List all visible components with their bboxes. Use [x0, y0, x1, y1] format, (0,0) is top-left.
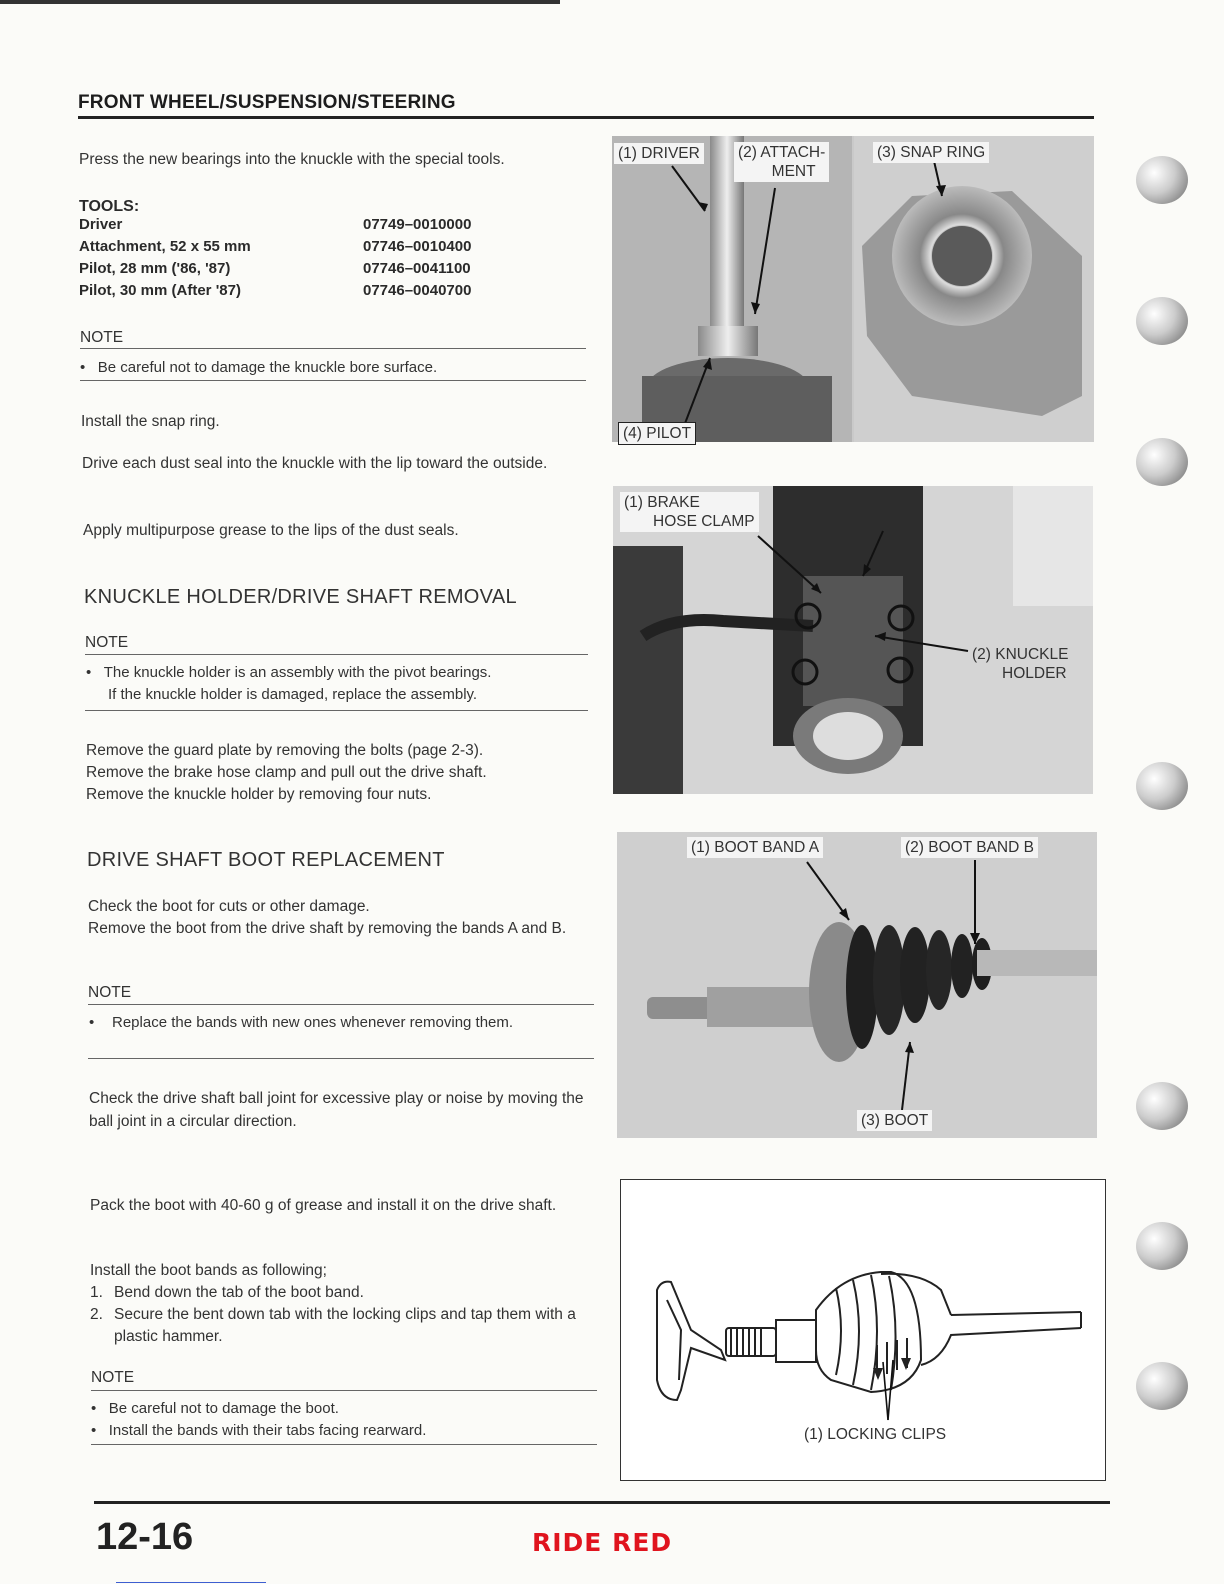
note-heading: NOTE — [88, 984, 132, 1001]
label-snap-ring: (3) SNAP RING — [873, 142, 989, 163]
note-bullet: • The knuckle holder is an assembly with the pivot bearings. If the knuckle holder is damaged, replace the assembly. — [86, 662, 596, 706]
tool-name: Pilot, 30 mm (After '87) — [79, 282, 241, 299]
tool-row — [79, 214, 539, 236]
note-rule — [88, 1058, 594, 1059]
note-bullet-text: Be careful not to damage the boot. — [108, 1400, 339, 1417]
tool-part-number: 07749–0010000 — [363, 216, 472, 233]
removal-step: Remove the knuckle holder by removing four nuts. — [86, 786, 432, 803]
boot-intro — [88, 896, 596, 940]
tool-row — [79, 258, 539, 280]
photo-knuckle-holder — [613, 486, 1093, 794]
note-rule — [80, 380, 586, 381]
photo-drive-shaft-boot — [617, 832, 1097, 1138]
top-edge-rule — [0, 0, 560, 4]
install-step-num: 2. — [90, 1306, 103, 1323]
tool-part-number: 07746–0040700 — [363, 282, 472, 299]
label-attachment-line1: (2) ATTACH- — [738, 144, 826, 161]
section-heading-boot: DRIVE SHAFT BOOT REPLACEMENT — [87, 849, 445, 871]
note-bullet: • Be careful not to damage the knuckle bore surface. — [80, 359, 438, 376]
photo-drive-shaft-boot-art — [617, 832, 1097, 1138]
page-number: 12-16 — [96, 1516, 194, 1558]
label-attachment — [734, 142, 829, 182]
note-bullet-text: Replace the bands with new ones whenever removing them. — [112, 1014, 514, 1031]
label-boot: (3) BOOT — [857, 1110, 932, 1131]
note-rule — [91, 1390, 597, 1391]
boot-intro-line: Remove the boot from the drive shaft by removing the bands A and B. — [88, 920, 567, 937]
header-rule — [78, 116, 1094, 119]
label-pilot: (4) PILOT — [618, 422, 696, 445]
removal-steps — [86, 740, 601, 806]
bearing-intro: Press the new bearings into the knuckle with the special tools. — [79, 151, 505, 168]
tool-name: Attachment, 52 x 55 mm — [79, 238, 251, 255]
note-rule — [80, 348, 586, 349]
install-step-text: Secure the bent down tab with the locking clips and tap them with a plastic hammer. — [114, 1306, 576, 1345]
install-step-text: Bend down the tab of the boot band. — [114, 1284, 364, 1301]
section-heading-removal: KNUCKLE HOLDER/DRIVE SHAFT REMOVAL — [84, 586, 517, 608]
footer-rule — [94, 1501, 1110, 1504]
step-grease: Apply multipurpose grease to the lips of the dust seals. — [83, 522, 459, 539]
label-brake-line2: HOSE CLAMP — [653, 513, 755, 530]
tool-part-number: 07746–0010400 — [363, 238, 472, 255]
note-heading: NOTE — [80, 329, 124, 346]
tool-row — [79, 236, 539, 258]
label-knuckle-line2: HOLDER — [1002, 665, 1067, 682]
install-bands — [90, 1260, 598, 1348]
note-bullet-text: Install the bands with their tabs facing rearward. — [108, 1422, 427, 1439]
pack-boot: Pack the boot with 40-60 g of grease and install it on the drive shaft. — [90, 1197, 557, 1214]
photo-bearing-install — [612, 136, 1094, 442]
note-bullet-text: The knuckle holder is an assembly with the pivot bearings. — [103, 664, 492, 681]
install-step — [90, 1304, 598, 1348]
binder-hole — [1136, 1222, 1188, 1270]
brand-mark: RIDE RED — [532, 1528, 673, 1557]
photo-bearing-install-art — [612, 136, 1094, 442]
note-bullets: • Be careful not to damage the boot. • Install the bands with their tabs facing rearward. — [91, 1400, 427, 1439]
step-snap-ring: Install the snap ring. — [81, 413, 220, 430]
boot-intro-line: Check the boot for cuts or other damage. — [88, 898, 370, 915]
label-attachment-line2: MENT — [771, 163, 816, 180]
footer-underline — [116, 1582, 266, 1583]
label-knuckle-holder — [968, 644, 1072, 684]
note-heading: NOTE — [91, 1369, 135, 1386]
install-step — [90, 1282, 598, 1304]
photo-knuckle-holder-art — [613, 486, 1093, 794]
note-rule — [88, 1004, 594, 1005]
tool-row — [79, 280, 539, 302]
tool-name: Pilot, 28 mm ('86, '87) — [79, 260, 231, 277]
note-bullet-text-cont: If the knuckle holder is damaged, replace the assembly. — [108, 686, 478, 703]
tool-part-number: 07746–0041100 — [363, 260, 471, 277]
label-locking-clips: (1) LOCKING CLIPS — [800, 1424, 950, 1445]
tools-list — [79, 214, 539, 302]
binder-hole — [1136, 156, 1188, 204]
step-dust-seal: Drive each dust seal into the knuckle with the lip toward the outside. — [82, 455, 548, 472]
note-rule — [85, 710, 588, 711]
note-bullet-text: Be careful not to damage the knuckle bore surface. — [97, 359, 438, 376]
install-step-num: 1. — [90, 1284, 103, 1301]
label-boot-band-a: (1) BOOT BAND A — [687, 837, 823, 858]
binder-hole — [1136, 762, 1188, 810]
binder-hole — [1136, 1082, 1188, 1130]
label-brake-hose-clamp — [620, 492, 759, 532]
ball-joint-check: Check the drive shaft ball joint for excessive play or noise by moving the ball joint in a circular direction. — [89, 1090, 584, 1130]
note-bullet: • Replace the bands with new ones whenever removing them. — [89, 1012, 594, 1034]
binder-hole — [1136, 1362, 1188, 1410]
note-rule — [85, 654, 588, 655]
binder-hole — [1136, 438, 1188, 486]
removal-step: Remove the brake hose clamp and pull out the drive shaft. — [86, 764, 487, 781]
label-boot-band-b: (2) BOOT BAND B — [901, 837, 1038, 858]
label-knuckle-line1: (2) KNUCKLE — [972, 646, 1069, 663]
removal-step: Remove the guard plate by removing the bolts (page 2-3). — [86, 742, 484, 759]
binder-hole — [1136, 297, 1188, 345]
tools-heading: TOOLS: — [79, 198, 140, 215]
tool-name: Driver — [79, 216, 123, 233]
label-driver: (1) DRIVER — [614, 143, 704, 164]
install-intro: Install the boot bands as following; — [90, 1262, 327, 1279]
page-title: FRONT WHEEL/SUSPENSION/STEERING — [78, 92, 456, 113]
label-brake-line1: (1) BRAKE — [624, 494, 700, 511]
note-heading: NOTE — [85, 634, 129, 651]
note-rule — [91, 1444, 597, 1445]
